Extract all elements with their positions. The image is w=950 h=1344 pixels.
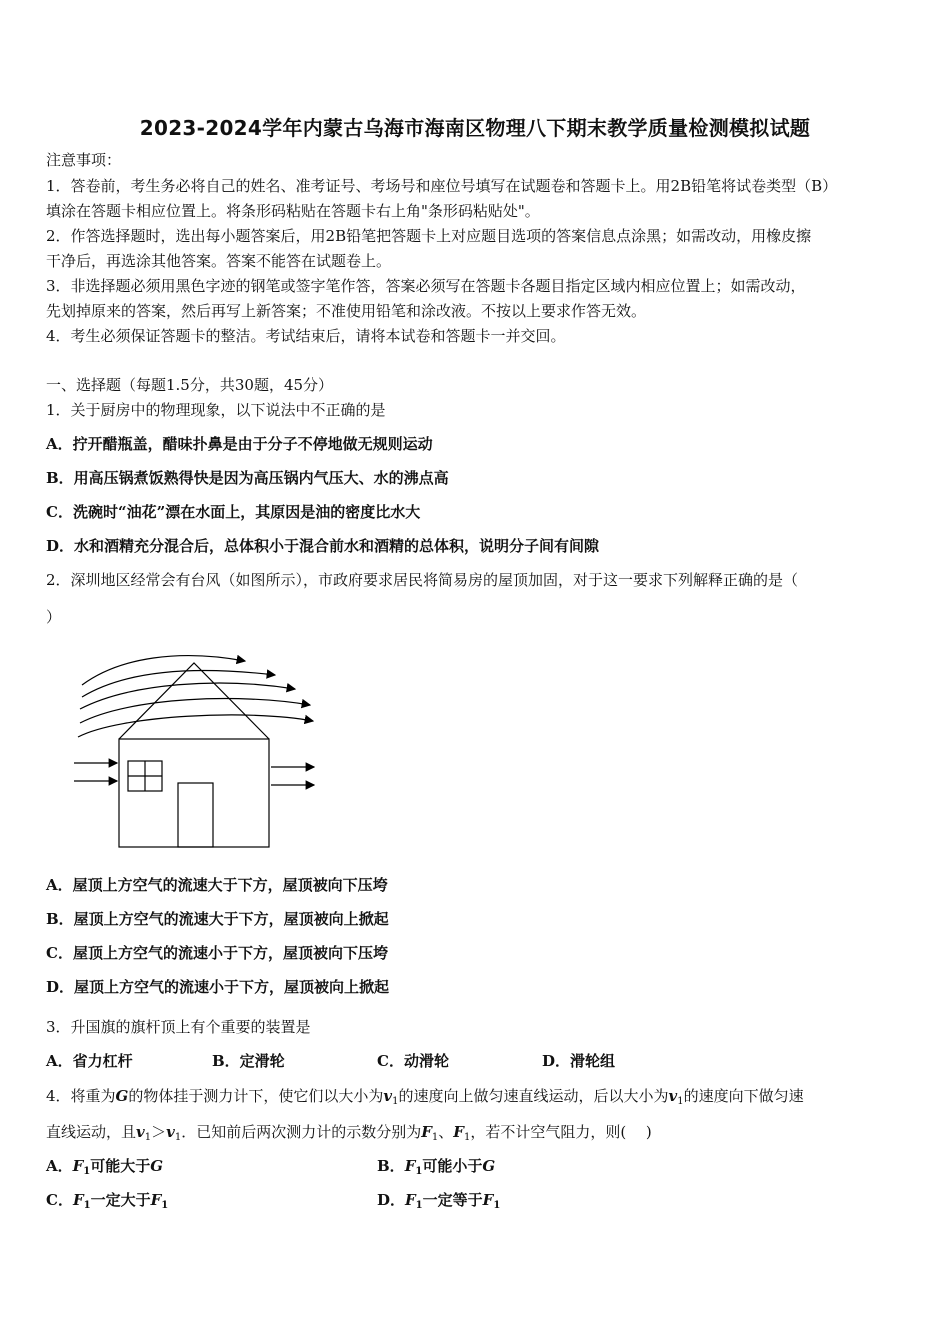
section-heading: 一、选择题（每题1.5分，共30题，45分）	[46, 376, 334, 394]
notice-line-4: 干净后，再选涂其他答案。答案不能答在试题卷上。	[46, 252, 392, 270]
q2-stem: 2．深圳地区经常会有台风（如图所示），市政府要求居民将简易房的屋顶加固，对于这一要求下列解释正确的是（	[46, 571, 799, 589]
wind-arrow-3	[80, 683, 295, 709]
notice-line-5: 3．非选择题必须用黑色字迹的钢笔或签字笔作答，答案必须写在答题卡各题目指定区域内相应位置上；如需改动，	[46, 277, 806, 295]
q4-option-a[interactable]: A．$F_1$可能大于G	[46, 1157, 164, 1177]
house-roof	[119, 663, 269, 739]
q4-option-c[interactable]: C．$F_1$一定大于$F_1$	[46, 1191, 169, 1211]
page-title: 2023-2024学年内蒙古乌海市海南区物理八下期末教学质量检测模拟试题	[139, 116, 811, 140]
q2-option-c[interactable]: C．屋顶上方空气的流速小于下方，屋顶被向下压垮	[46, 944, 388, 962]
q2-option-d[interactable]: D．屋顶上方空气的流速小于下方，屋顶被向上掀起	[46, 978, 390, 996]
q2-option-b[interactable]: B．屋顶上方空气的流速大于下方，屋顶被向上掀起	[46, 910, 389, 928]
house-door	[178, 783, 213, 847]
notice-line-1: 1．答卷前，考生务必将自己的姓名、准考证号、考场号和座位号填写在试题卷和答题卡上。用2B铅笔将试卷类型（B）	[46, 177, 838, 195]
q4-stem-line-2: 直线运动，且$v_1>v_1$．已知前后两次测力计的示数分别为$F_1$、$F_1$，若不计空气阻力，则( )	[46, 1123, 652, 1143]
q1-option-d[interactable]: D．水和酒精充分混合后，总体积小于混合前水和酒精的总体积，说明分子间有间隙	[46, 537, 600, 555]
q3-stem: 3．升国旗的旗杆顶上有个重要的装置是	[46, 1018, 311, 1036]
notice-line-6: 先划掉原来的答案，然后再写上新答案；不准使用铅笔和涂改液。不按以上要求作答无效。	[46, 302, 647, 320]
q2-stem-end: ）	[46, 608, 62, 626]
wind-arrow-5	[78, 715, 313, 737]
q4-stem-line-1: 4．将重为G的物体挂于测力计下，使它们以大小为$v_1$的速度向上做匀速直线运动，后以大小为$v_1$的速度向下做匀速	[46, 1087, 804, 1107]
q1-option-a[interactable]: A．拧开醋瓶盖，醋味扑鼻是由于分子不停地做无规则运动	[46, 435, 433, 453]
q3-option-b[interactable]: B．定滑轮	[212, 1052, 285, 1070]
notice-heading: 注意事项：	[46, 151, 122, 169]
notice-line-7: 4．考生必须保证答题卡的整洁。考试结束后，请将本试卷和答题卡一并交回。	[46, 327, 566, 345]
q4-option-d[interactable]: D．$F_1$一定等于$F_1$	[377, 1191, 501, 1211]
notice-line-2: 填涂在答题卡相应位置上。将条形码粘贴在答题卡右上角"条形码粘贴处"。	[46, 202, 540, 220]
house-wind-figure	[70, 645, 330, 855]
q2-option-a[interactable]: A．屋顶上方空气的流速大于下方，屋顶被向下压垮	[46, 876, 388, 894]
wind-arrow-4	[80, 699, 310, 723]
q4-option-b[interactable]: B．$F_1$可能小于G	[377, 1157, 496, 1177]
q1-stem: 1．关于厨房中的物理现象，以下说法中不正确的是	[46, 401, 386, 419]
q1-option-b[interactable]: B．用高压锅煮饭熟得快是因为高压锅内气压大、水的沸点高	[46, 469, 449, 487]
house-wall	[119, 739, 269, 847]
notice-line-3: 2．作答选择题时，选出每小题答案后，用2B铅笔把答题卡上对应题目选项的答案信息点涂黑；如需改动，用橡皮擦	[46, 227, 812, 245]
q1-option-c[interactable]: C．洗碗时“油花”漂在水面上，其原因是油的密度比水大	[46, 503, 421, 521]
q3-option-d[interactable]: D．滑轮组	[542, 1052, 616, 1070]
q3-option-a[interactable]: A．省力杠杆	[46, 1052, 133, 1070]
q3-option-c[interactable]: C．动滑轮	[377, 1052, 449, 1070]
